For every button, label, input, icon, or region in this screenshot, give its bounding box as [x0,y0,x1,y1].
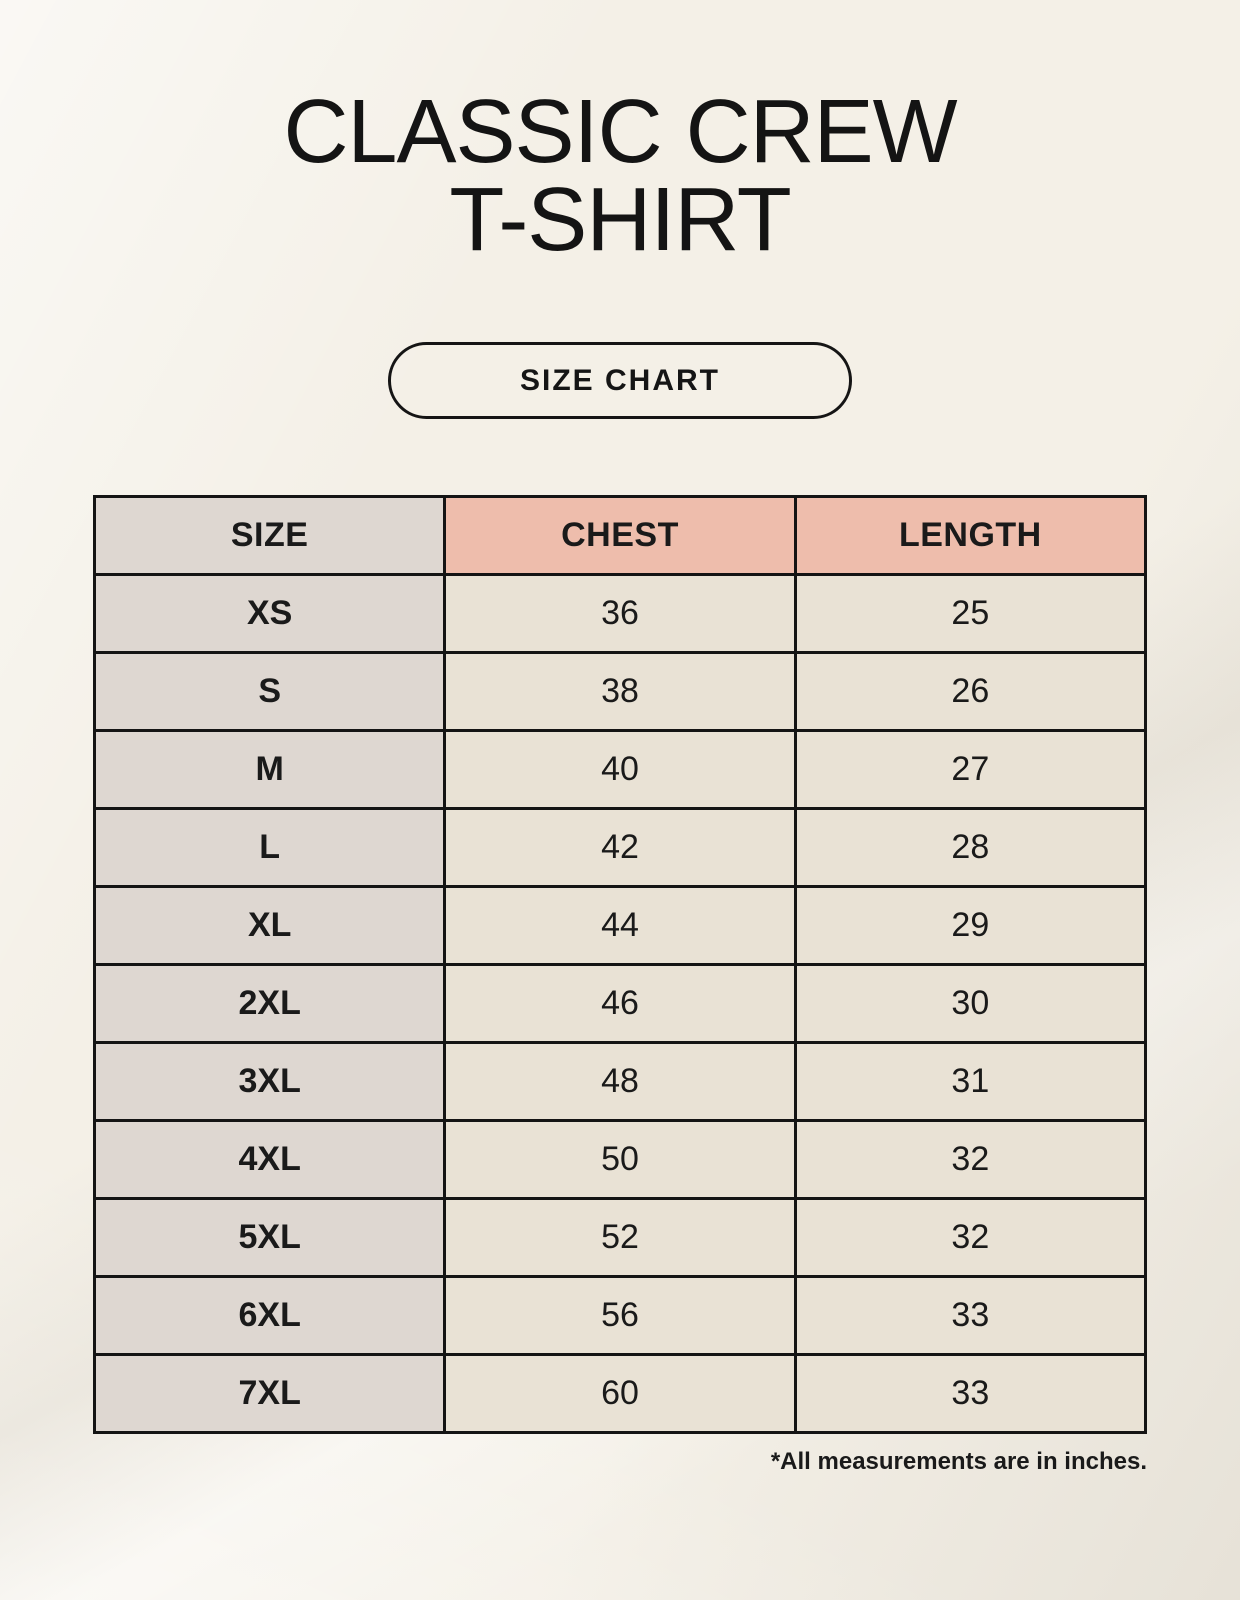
chest-cell: 40 [445,731,795,809]
length-cell: 26 [795,653,1145,731]
chest-cell: 56 [445,1277,795,1355]
table-row [95,965,1146,1043]
length-cell: 25 [795,575,1145,653]
size-cell: XS [95,575,445,653]
table-row [95,1277,1146,1355]
length-cell: 28 [795,809,1145,887]
size-cell: 6XL [95,1277,445,1355]
table-row [95,1121,1146,1199]
length-cell: 30 [795,965,1145,1043]
size-cell: 3XL [95,1043,445,1121]
page-title [0,0,1240,271]
chest-cell: 52 [445,1199,795,1277]
measurements-footnote: *All measurements are in inches. [770,1448,1147,1476]
title-line-2: T-SHIRT [449,170,791,271]
size-chart-badge [388,342,852,419]
table-row [95,653,1146,731]
chest-cell: 36 [445,575,795,653]
table-row [95,1043,1146,1121]
chest-cell: 38 [445,653,795,731]
column-header-length: LENGTH [795,497,1145,575]
size-table [93,495,1147,1434]
size-cell: 4XL [95,1121,445,1199]
size-cell: L [95,809,445,887]
size-cell: M [95,731,445,809]
length-cell: 29 [795,887,1145,965]
table-row [95,731,1146,809]
table-row [95,809,1146,887]
size-cell: XL [95,887,445,965]
chest-cell: 50 [445,1121,795,1199]
title-line-1: CLASSIC CREW [283,82,957,182]
column-header-size: SIZE [95,497,445,575]
length-cell: 31 [795,1043,1145,1121]
header-row [95,497,1146,575]
length-cell: 27 [795,731,1145,809]
chest-cell: 48 [445,1043,795,1121]
size-cell: 2XL [95,965,445,1043]
length-cell: 32 [795,1199,1145,1277]
length-cell: 33 [795,1277,1145,1355]
table-row [95,1355,1146,1433]
length-cell: 32 [795,1121,1145,1199]
size-cell: S [95,653,445,731]
size-cell: 7XL [95,1355,445,1433]
chest-cell: 42 [445,809,795,887]
table-row [95,887,1146,965]
chest-cell: 60 [445,1355,795,1433]
length-cell: 33 [795,1355,1145,1433]
size-cell: 5XL [95,1199,445,1277]
size-table-header [95,497,1146,575]
table-row [95,575,1146,653]
table-row [95,1199,1146,1277]
size-chart-badge-label: SIZE CHART [520,363,720,397]
chest-cell: 46 [445,965,795,1043]
chest-cell: 44 [445,887,795,965]
size-table-body [95,575,1146,1433]
column-header-chest: CHEST [445,497,795,575]
